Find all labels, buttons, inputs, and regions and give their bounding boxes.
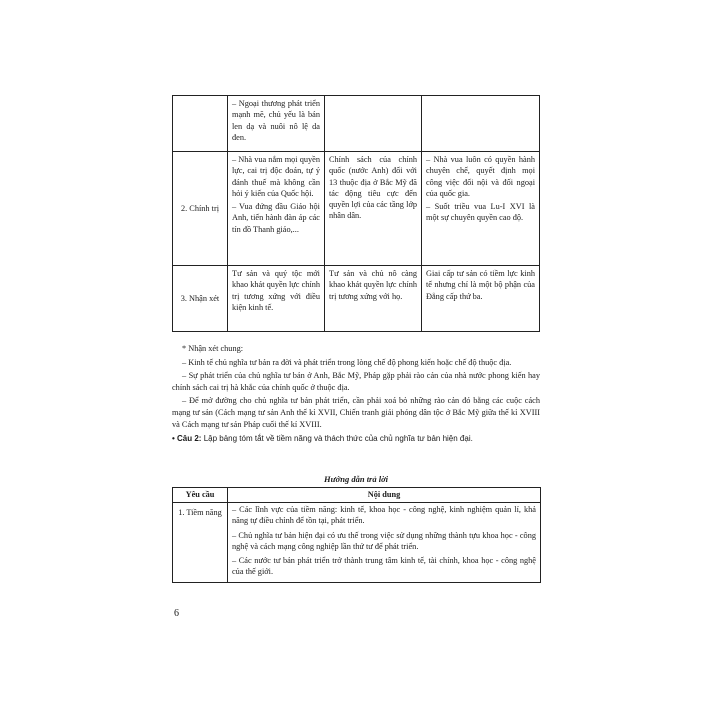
cell-paragraph: Chính sách của chính quốc (nước Anh) đối với 13 thuộc địa ở Bắc Mỹ đã tác động tiêu cực đến quyền lợi của các tầng lớp nhân dân. (329, 155, 417, 221)
cell-paragraph: – Nhà vua luôn có quyền hành chuyên chế, quyết định mọi công việc đối nội và đối ngoại của quốc gia. (426, 155, 535, 198)
general-remarks (172, 343, 540, 447)
table-row-potential (173, 503, 541, 583)
cell-paragraph: – Vua đứng đầu Giáo hội Anh, tiến hành đàn áp các tín đồ Thanh giáo,... (232, 202, 320, 234)
table-cell (325, 96, 422, 152)
question-2 (172, 433, 540, 445)
remark-item: – Để mở đường cho chủ nghĩa tư bản phát triển, cần phải xoá bỏ những rào cản đó bằng các cuộc cách mạng tư sản (Cách mạng tư sản Anh thế kỉ XVII, Chiến tranh giải phóng dân tộc ở Bắc Mỹ giữa thế kỉ XVIII và Cách mạng tư sản Pháp cuối thế kỉ XVIII. (172, 396, 540, 429)
cell-paragraph: – Các lĩnh vực của tiềm năng: kinh tế, khoa học - công nghệ, kinh nghiệm quản lí, khả năng tự điều chỉnh để tồn tại, phát triển. (232, 505, 536, 526)
cell-paragraph: – Suốt triều vua Lu-I XVI là một sự chuyên quyền cao độ. (426, 202, 535, 223)
remark-item: – Kinh tế chủ nghĩa tư bản ra đời và phát triển trong lòng chế độ phong kiến hoặc chế độ thuộc địa. (182, 357, 512, 367)
potential-table (172, 487, 541, 583)
row-label: 2. Chính trị (173, 152, 228, 266)
page-number: 6 (174, 608, 179, 619)
comparison-table (172, 95, 540, 332)
table-cell (422, 152, 540, 266)
cell-paragraph: – Nhà vua nắm mọi quyền lực, cai trị độc đoán, tự ý đánh thuế mà không cần hỏi ý kiến của Quốc hội. (232, 155, 320, 198)
answer-guide-title: Hướng dẫn trả lời (323, 474, 389, 484)
table-cell (422, 266, 540, 332)
table-cell (228, 96, 325, 152)
row-label: 1. Tiềm năng (173, 503, 228, 583)
table-cell (325, 266, 422, 332)
table-cell (228, 503, 541, 583)
table-cell (422, 96, 540, 152)
remark-item: – Sự phát triển của chủ nghĩa tư bản ở Anh, Bắc Mỹ, Pháp gặp phải rào cản của nhà nước phong kiến hay chính sách cai trị hà khắc của chính quốc ở thuộc địa. (172, 371, 540, 392)
table-header-row (173, 488, 541, 503)
column-header-requirement: Yêu cầu (173, 488, 228, 503)
question-label: • Câu 2: (172, 434, 202, 444)
column-header-content: Nội dung (228, 488, 541, 503)
table-cell (228, 266, 325, 332)
cell-paragraph: Giai cấp tư sản có tiềm lực kinh tế nhưng chỉ là một bộ phận của Đẳng cấp thứ ba. (426, 269, 535, 301)
cell-paragraph: – Các nước tư bản phát triển trở thành trung tâm kinh tế, tài chính, khoa học - công nghệ của thế giới. (232, 556, 536, 577)
table-cell (228, 152, 325, 266)
cell-paragraph: Tư sản và chủ nô càng khao khát quyền lực chính trị tương xứng với họ. (329, 269, 417, 301)
row-label: 3. Nhận xét (173, 266, 228, 332)
cell-paragraph: Tư sản và quý tộc mới khao khát quyền lực chính trị tương xứng với điều kiện kinh tế. (232, 269, 320, 312)
cell-paragraph: – Ngoại thương phát triển mạnh mẽ, chủ yếu là bán len dạ và nuôi nô lệ da đen. (232, 99, 320, 142)
remarks-heading: * Nhận xét chung: (182, 344, 244, 353)
table-cell (325, 152, 422, 266)
table-row-politics (173, 152, 540, 266)
question-text: Lập bảng tóm tắt về tiềm năng và thách thức của chủ nghĩa tư bản hiện đại. (201, 434, 473, 444)
row-label (173, 96, 228, 152)
cell-paragraph: – Chủ nghĩa tư bản hiện đại có ưu thế trong việc sử dụng những thành tựu khoa học - công nghệ và cách mạng công nghiệp lần thứ tư để phát triển. (232, 530, 536, 551)
table-row-remarks (173, 266, 540, 332)
table-row-trade (173, 96, 540, 152)
